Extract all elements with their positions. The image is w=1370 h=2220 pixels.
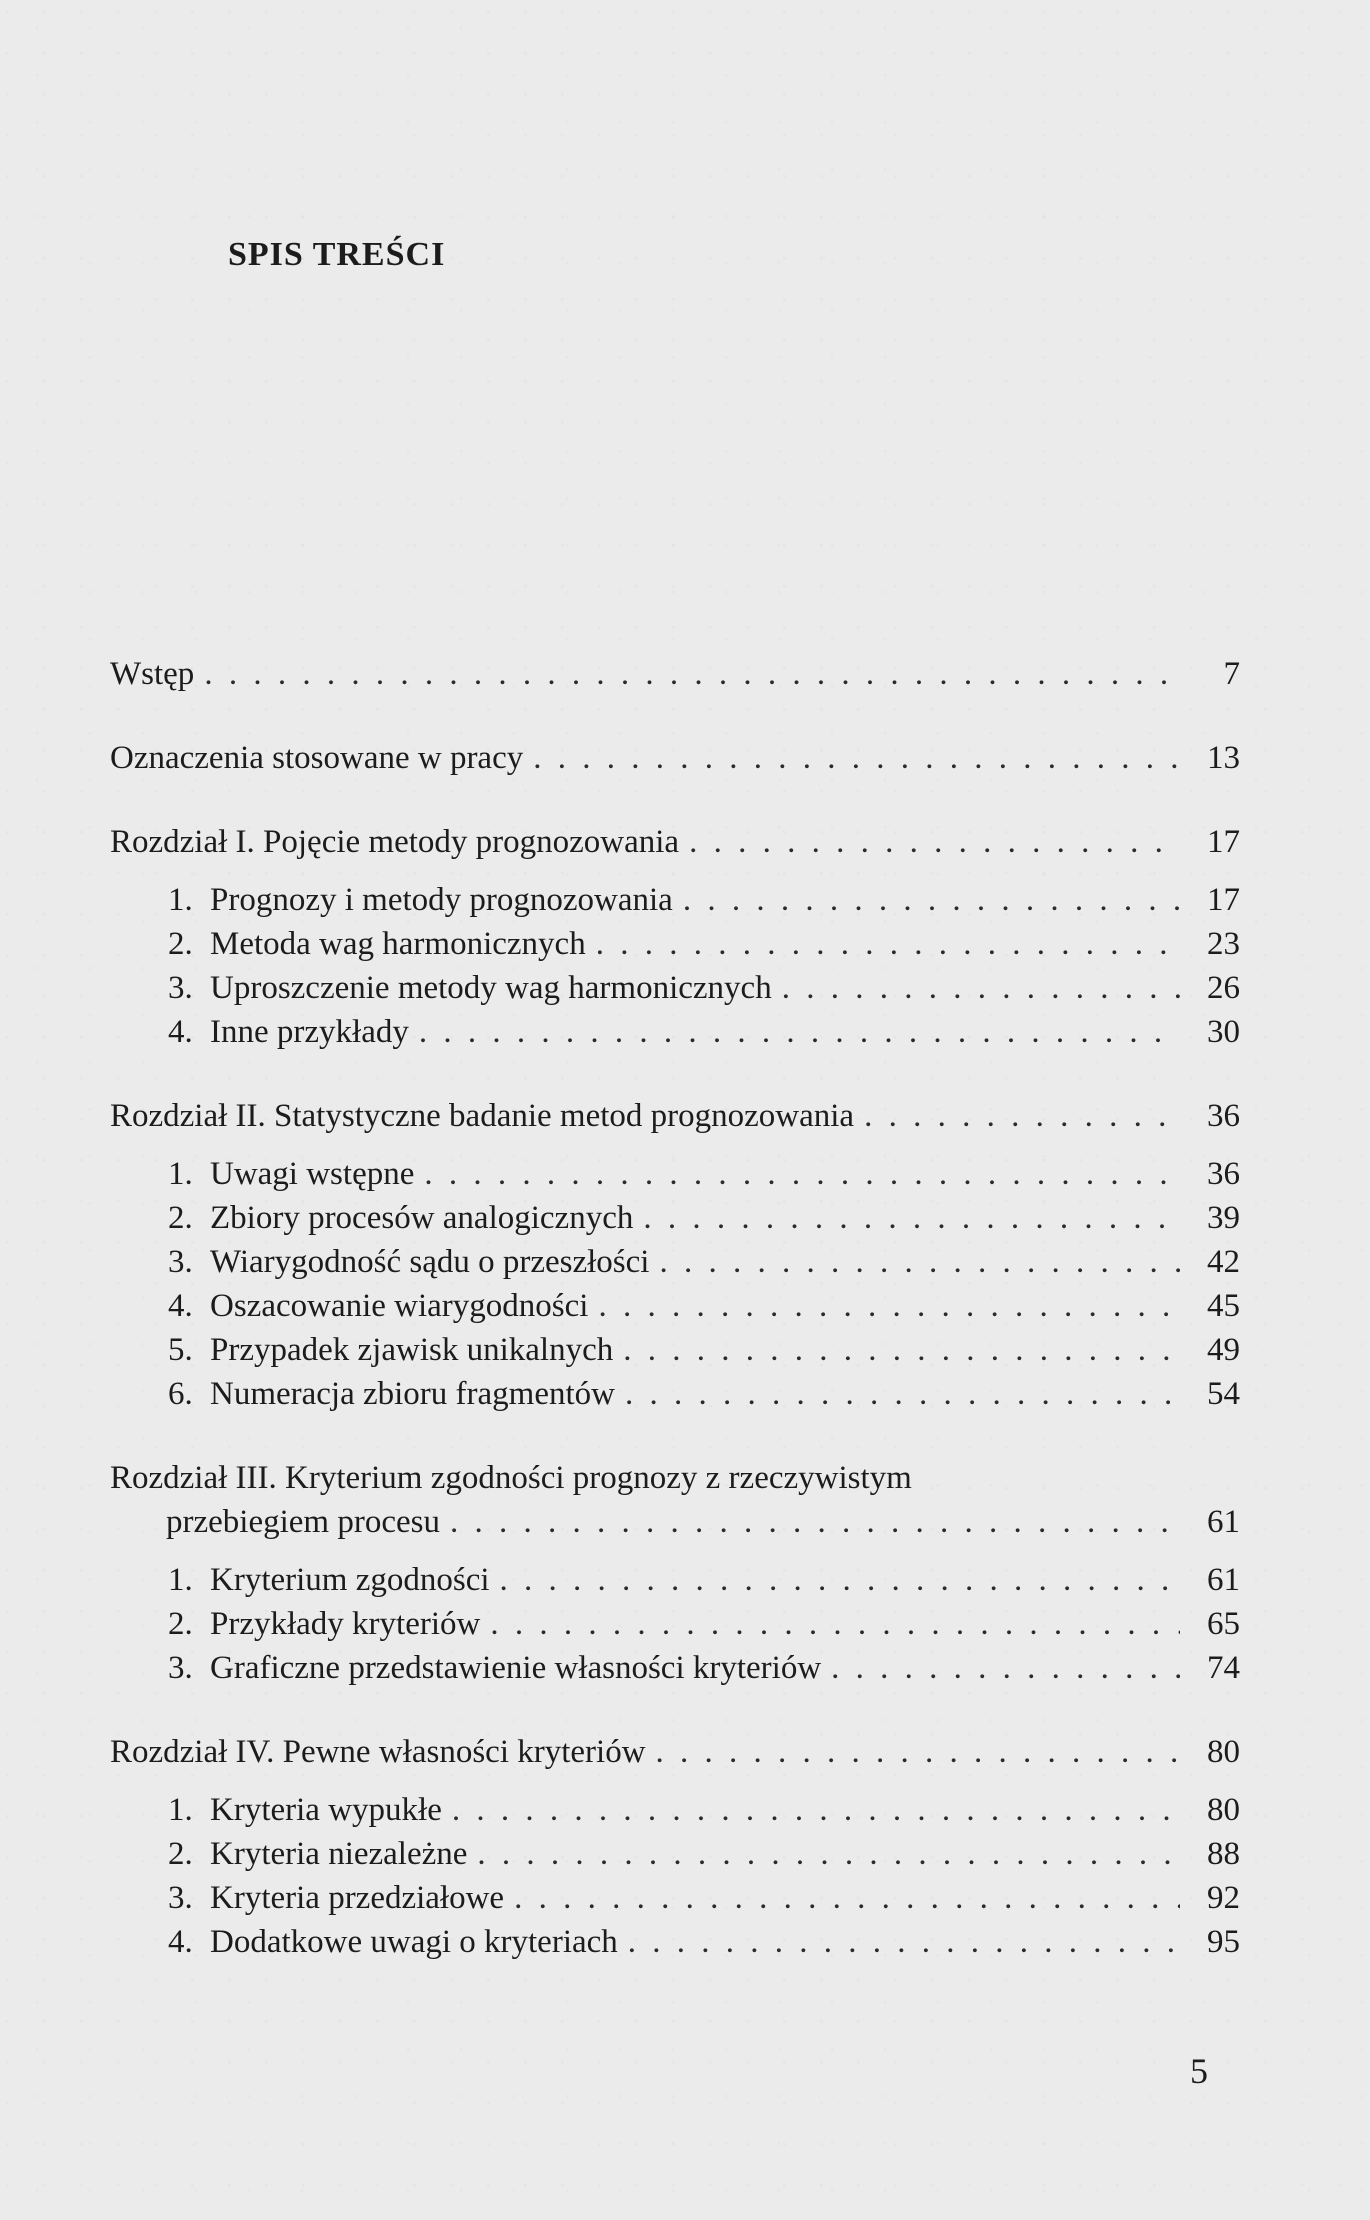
leader-dots [782,966,1180,1010]
toc-entry-label: Rozdział III. Kryterium zgodności prognozy z rzeczywistym [110,1460,912,1496]
toc-page-number: 54 [1207,1376,1240,1412]
toc-entry-label: Kryterium zgodności [210,1562,490,1598]
toc-page-number: 88 [1207,1836,1240,1872]
leader-dots [623,1328,1180,1372]
toc-page-number: 45 [1207,1288,1240,1324]
toc-page-number: 61 [1207,1562,1240,1598]
leader-dots [533,736,1180,780]
toc-entry-label: Uproszczenie metody wag harmonicznych [210,970,772,1006]
toc-entry-label: Inne przykłady [210,1014,409,1050]
toc-item-number: 2. [168,926,193,962]
toc-subentry[interactable] [110,1646,1240,1690]
toc-item-number: 3. [168,1880,193,1916]
toc-entry-label: Metoda wag harmonicznych [210,926,586,962]
toc-page-number: 74 [1207,1650,1240,1686]
toc-item-number: 4. [168,1924,193,1960]
toc-subentry[interactable] [110,922,1240,966]
leader-dots [514,1876,1180,1920]
leader-dots [683,878,1180,922]
toc-item-number: 3. [168,970,193,1006]
toc-subentry[interactable] [110,1010,1240,1054]
toc-chapter-heading[interactable] [110,1730,1240,1774]
toc-item-number: 2. [168,1836,193,1872]
toc-item-number: 2. [168,1606,193,1642]
toc-subentry[interactable] [110,1328,1240,1372]
toc-page-number: 13 [1207,740,1240,776]
leader-dots [656,1730,1180,1774]
toc-item-number: 2. [168,1200,193,1236]
toc-page-number: 7 [1223,656,1240,692]
toc-chapter-heading-line2[interactable] [110,1500,1240,1544]
toc-entry-label: Wstęp [110,656,195,692]
toc-entry-label: Wiarygodność sądu o przeszłości [210,1244,650,1280]
toc-entry-label: Uwagi wstępne [210,1156,415,1192]
toc-item-number: 5. [168,1332,193,1368]
toc-entry-label: Rozdział I. Pojęcie metody prognozowania [110,824,680,860]
toc-page-number: 95 [1207,1924,1240,1960]
toc-entry-label: Kryteria wypukłe [210,1792,442,1828]
page-folio-number: 5 [1190,2051,1208,2091]
toc-entry-label: Przykłady kryteriów [210,1606,481,1642]
toc-item-number: 1. [168,1792,193,1828]
leader-dots [689,820,1180,864]
toc-subentry[interactable] [110,1832,1240,1876]
leader-dots [500,1558,1180,1602]
leader-dots [598,1284,1180,1328]
leader-dots [831,1646,1180,1690]
toc-page-number: 36 [1207,1156,1240,1192]
leader-dots [204,652,1180,696]
toc-entry-label: Zbiory procesów analogicznych [210,1200,634,1236]
toc-entry-label: przebiegiem procesu [166,1504,440,1540]
leader-dots [452,1788,1180,1832]
page-title: SPIS TREŚCI [228,236,446,273]
toc-subentry[interactable] [110,966,1240,1010]
toc-subentry[interactable] [110,878,1240,922]
toc-page-number: 61 [1207,1504,1240,1540]
toc-section-wstep [110,652,1240,696]
leader-dots [643,1196,1180,1240]
toc-item-number: 6. [168,1376,193,1412]
toc-item-number: 4. [168,1288,193,1324]
toc-subentry[interactable] [110,1558,1240,1602]
toc-page-number: 80 [1207,1734,1240,1770]
toc-page-number: 17 [1207,824,1240,860]
toc-subentry[interactable] [110,1372,1240,1416]
toc-subentry[interactable] [110,1240,1240,1284]
toc-subentry[interactable] [110,1920,1240,1964]
toc-item-number: 1. [168,882,193,918]
toc-chapter-2 [110,1094,1240,1416]
leader-dots [477,1832,1180,1876]
toc-item-number: 3. [168,1650,193,1686]
toc-item-number: 1. [168,1156,193,1192]
toc-page-number: 39 [1207,1200,1240,1236]
toc-item-number: 3. [168,1244,193,1280]
toc-entry-label: Oszacowanie wiarygodności [210,1288,589,1324]
table-of-contents [110,652,1240,2004]
toc-page-number: 92 [1207,1880,1240,1916]
toc-subentry[interactable] [110,1152,1240,1196]
leader-dots [625,1372,1180,1416]
toc-subentry[interactable] [110,1196,1240,1240]
toc-section-oznaczenia [110,736,1240,780]
leader-dots [659,1240,1180,1284]
toc-entry-label: Oznaczenia stosowane w pracy [110,740,524,776]
toc-page-number: 49 [1207,1332,1240,1368]
toc-chapter-4 [110,1730,1240,1964]
leader-dots [490,1602,1180,1646]
toc-page-number: 65 [1207,1606,1240,1642]
toc-entry-label: Rozdział IV. Pewne własności kryteriów [110,1734,646,1770]
toc-page-number: 36 [1207,1098,1240,1134]
toc-entry-label: Rozdział II. Statystyczne badanie metod prognozowania [110,1098,855,1134]
leader-dots [864,1094,1180,1138]
leader-dots [450,1500,1180,1544]
toc-entry-label: Prognozy i metody prognozowania [210,882,673,918]
toc-entry-label: Kryteria niezależne [210,1836,468,1872]
toc-page-number: 26 [1207,970,1240,1006]
leader-dots [424,1152,1180,1196]
leader-dots [596,922,1180,966]
toc-subentry[interactable] [110,1284,1240,1328]
toc-entry[interactable] [110,652,1240,696]
toc-chapter-1 [110,820,1240,1054]
toc-page-number: 30 [1207,1014,1240,1050]
toc-entry-label: Numeracja zbioru fragmentów [210,1376,615,1412]
toc-entry-label: Przypadek zjawisk unikalnych [210,1332,614,1368]
toc-chapter-3 [110,1456,1240,1690]
toc-item-number: 1. [168,1562,193,1598]
leader-dots [419,1010,1180,1054]
toc-subentry[interactable] [110,1602,1240,1646]
toc-page-number: 80 [1207,1792,1240,1828]
toc-entry[interactable] [110,736,1240,780]
toc-subentry[interactable] [110,1876,1240,1920]
toc-page-number: 23 [1207,926,1240,962]
toc-subentry[interactable] [110,1788,1240,1832]
toc-entry-label: Graficzne przedstawienie własności kryteriów [210,1650,822,1686]
toc-page-number: 42 [1207,1244,1240,1280]
toc-chapter-heading[interactable] [110,1094,1240,1138]
toc-chapter-heading-line1[interactable] [110,1456,1240,1500]
toc-entry-label: Kryteria przedziałowe [210,1880,505,1916]
toc-page-number: 17 [1207,882,1240,918]
toc-chapter-heading[interactable] [110,820,1240,864]
toc-entry-label: Dodatkowe uwagi o kryteriach [210,1924,618,1960]
leader-dots [628,1920,1180,1964]
toc-item-number: 4. [168,1014,193,1050]
